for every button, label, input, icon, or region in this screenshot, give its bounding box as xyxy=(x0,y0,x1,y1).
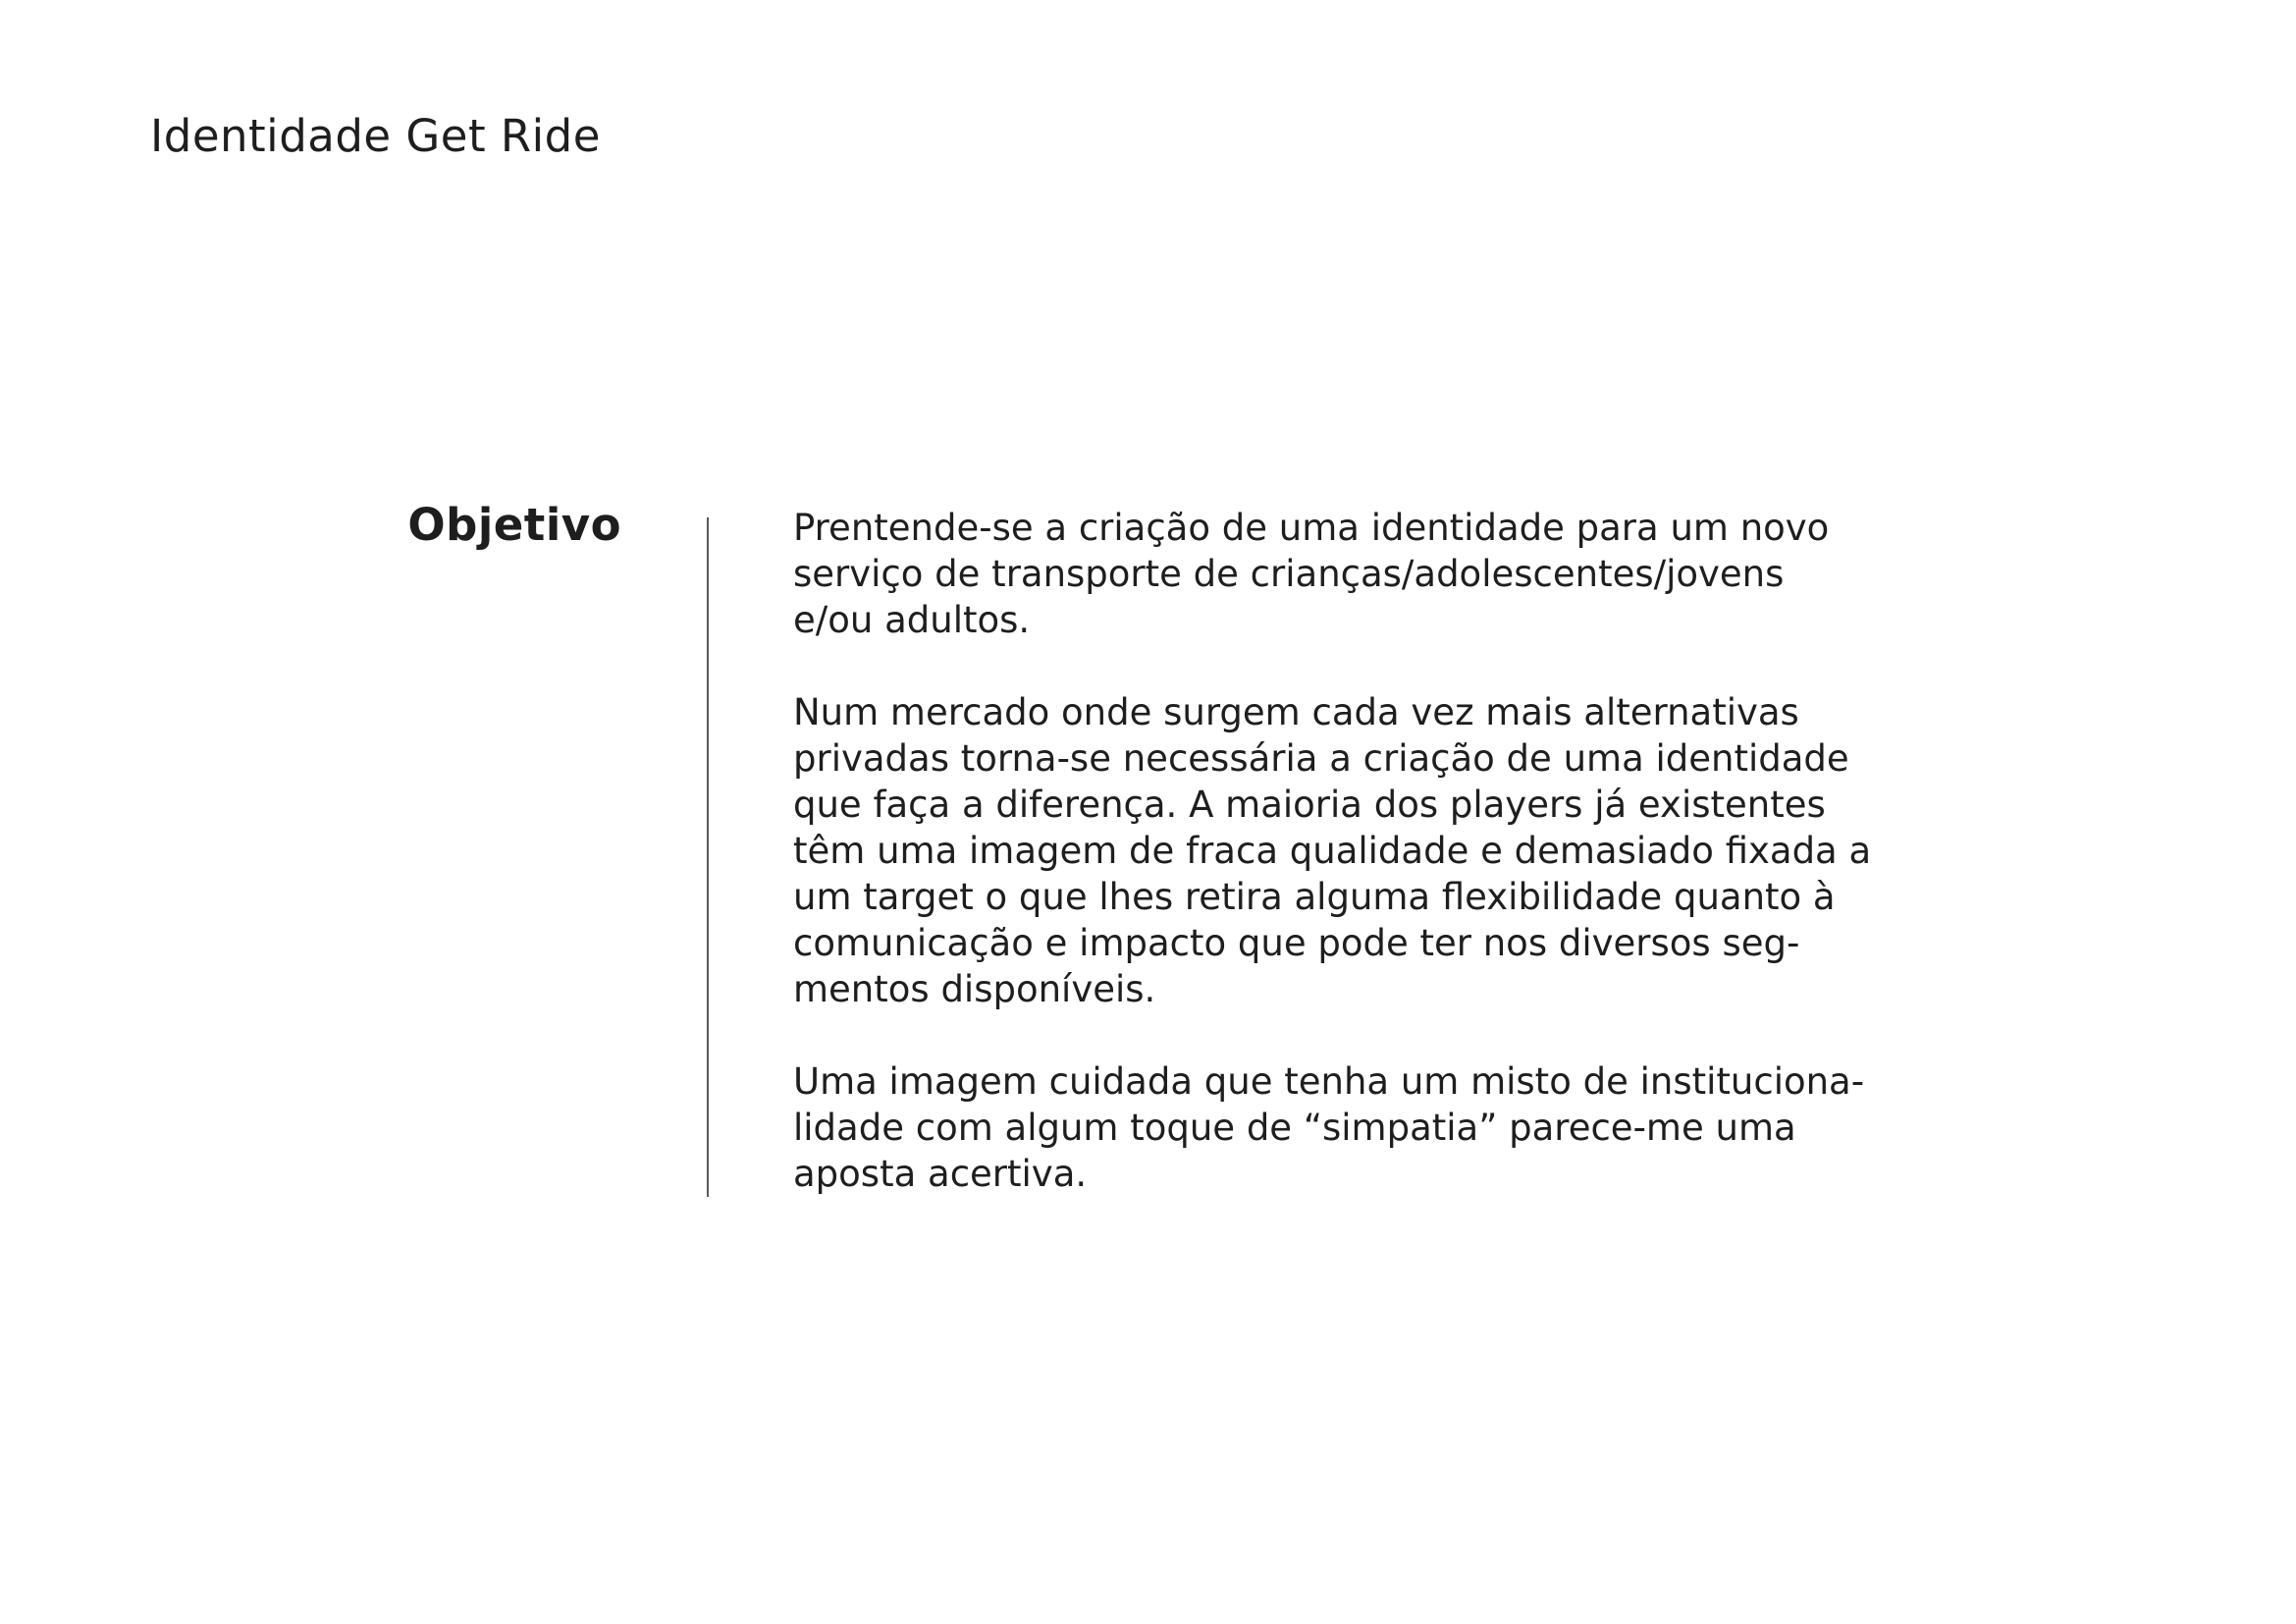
section-heading: Objetivo xyxy=(407,499,621,551)
paragraph-line: aposta acertiva. xyxy=(793,1153,1088,1195)
paragraph-line: mentos disponíveis. xyxy=(793,968,1156,1010)
paragraph-line: serviço de transporte de crianças/adolescentes/jovens xyxy=(793,553,1785,595)
paragraph-line: comunicação e impacto que pode ter nos diversos seg- xyxy=(793,922,1800,964)
paragraph-line: Prentende-se a criação de uma identidade para um novo xyxy=(793,507,1830,549)
paragraph-line: que faça a diferença. A maioria dos players já existentes xyxy=(793,784,1826,826)
paragraph-2 xyxy=(793,689,1961,1012)
paragraph-line: privadas torna-se necessária a criação de uma identidade xyxy=(793,737,1849,780)
paragraph-1 xyxy=(793,505,1961,643)
paragraph-line: Uma imagem cuidada que tenha um misto de instituciona- xyxy=(793,1060,1865,1103)
paragraph-line: lidade com algum toque de “simpatia” parece-me uma xyxy=(793,1107,1796,1149)
paragraph-line: Num mercado onde surgem cada vez mais alternativas xyxy=(793,691,1799,733)
paragraph-line: um target o que lhes retira alguma flexibilidade quanto à xyxy=(793,876,1836,918)
body-text xyxy=(793,505,1961,1197)
document-title: Identidade Get Ride xyxy=(150,110,601,162)
paragraph-line: têm uma imagem de fraca qualidade e demasiado fixada a xyxy=(793,830,1872,872)
paragraph-3 xyxy=(793,1058,1961,1197)
vertical-divider xyxy=(707,517,709,1197)
paragraph-line: e/ou adultos. xyxy=(793,599,1031,641)
